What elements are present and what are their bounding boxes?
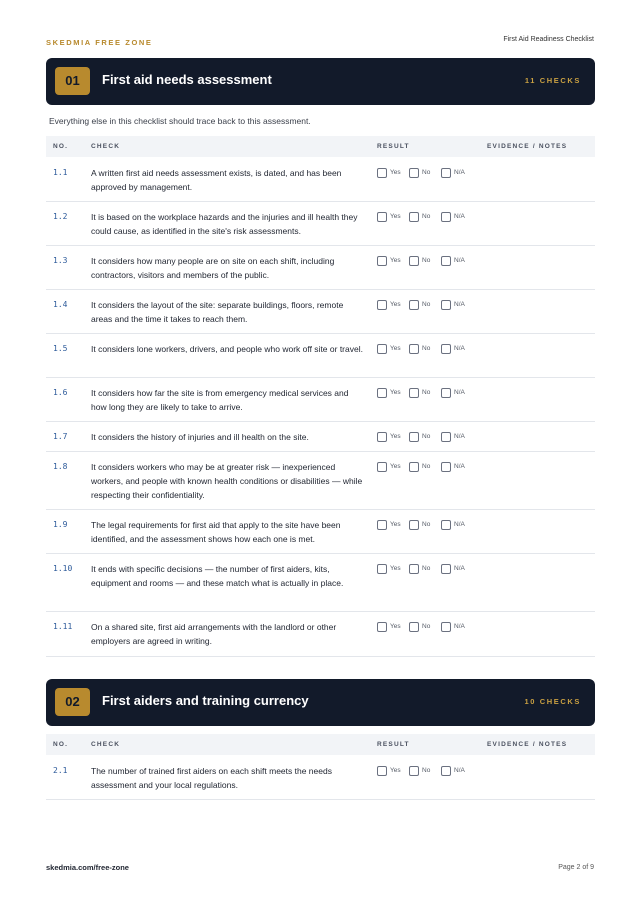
table-row (46, 158, 595, 202)
evidence-notes-cell[interactable] (487, 514, 591, 550)
table-row (46, 612, 595, 657)
checkbox-label-yes: Yes (390, 767, 401, 774)
checkbox-label-yes: Yes (390, 213, 401, 220)
checkbox-no[interactable] (409, 212, 419, 222)
section-check-count: 11 CHECKS (524, 76, 581, 85)
check-number: 1.7 (53, 432, 68, 441)
checkbox-na[interactable] (441, 344, 451, 354)
checkbox-no[interactable] (409, 766, 419, 776)
checkbox-label-no: No (422, 565, 431, 572)
evidence-notes-cell[interactable] (487, 294, 591, 330)
result-options (377, 432, 477, 444)
checkbox-yes[interactable] (377, 564, 387, 574)
section-title: First aiders and training currency (102, 693, 309, 708)
checkbox-na[interactable] (441, 388, 451, 398)
checkbox-na[interactable] (441, 168, 451, 178)
checkbox-label-yes: Yes (390, 623, 401, 630)
checkbox-label-no: No (422, 345, 431, 352)
evidence-notes-cell[interactable] (487, 456, 591, 506)
check-text: On a shared site, first aid arrangements with the landlord or other employers are agreed in writing. (91, 622, 337, 646)
evidence-notes-cell[interactable] (487, 760, 591, 796)
checkbox-label-no: No (422, 257, 431, 264)
checkbox-label-yes: Yes (390, 301, 401, 308)
check-number: 1.11 (53, 622, 73, 631)
checkbox-yes[interactable] (377, 168, 387, 178)
checkbox-na[interactable] (441, 766, 451, 776)
table-row (46, 510, 595, 554)
column-header-evidence: EVIDENCE / NOTES (487, 143, 568, 150)
table-header (46, 734, 595, 755)
check-text: It considers how far the site is from emergency medical services and how long they are likely to take to arrive. (91, 388, 349, 412)
check-text: It is based on the workplace hazards and the injuries and ill health they could cause, as identified in the site's risk assessments. (91, 212, 358, 236)
checkbox-na[interactable] (441, 622, 451, 632)
check-text: It considers how many people are on site on each shift, including contractors, visitors and members of the public. (91, 256, 335, 280)
checkbox-na[interactable] (441, 462, 451, 472)
section-title: First aid needs assessment (102, 72, 272, 87)
checkbox-label-no: No (422, 301, 431, 308)
checkbox-na[interactable] (441, 212, 451, 222)
checkbox-no[interactable] (409, 388, 419, 398)
checkbox-label-na: N/A (454, 213, 465, 220)
table-row (46, 378, 595, 422)
checkbox-label-na: N/A (454, 345, 465, 352)
check-number: 1.8 (53, 462, 68, 471)
evidence-notes-cell[interactable] (487, 382, 591, 418)
checkbox-yes[interactable] (377, 344, 387, 354)
checkbox-na[interactable] (441, 256, 451, 266)
checkbox-label-no: No (422, 213, 431, 220)
checkbox-na[interactable] (441, 520, 451, 530)
section-check-count: 10 CHECKS (524, 697, 581, 706)
column-header-result: RESULT (377, 143, 410, 150)
checkbox-label-na: N/A (454, 389, 465, 396)
checkbox-yes[interactable] (377, 766, 387, 776)
checkbox-label-no: No (422, 623, 431, 630)
result-options (377, 622, 477, 634)
check-number: 1.4 (53, 300, 68, 309)
checkbox-label-no: No (422, 521, 431, 528)
check-text: It considers the layout of the site: separate buildings, floors, remote areas and the time it takes to reach them. (91, 300, 344, 324)
check-number: 1.2 (53, 212, 68, 221)
check-text: It considers lone workers, drivers, and people who work off site or travel. (91, 344, 363, 354)
checkbox-no[interactable] (409, 462, 419, 472)
check-text: It considers the history of injuries and ill health on the site. (91, 432, 309, 442)
checkbox-label-no: No (422, 463, 431, 470)
table-row (46, 202, 595, 246)
check-number: 1.3 (53, 256, 68, 265)
check-number: 1.10 (53, 564, 73, 573)
result-options (377, 300, 477, 312)
checkbox-no[interactable] (409, 168, 419, 178)
checkbox-label-yes: Yes (390, 521, 401, 528)
check-text: The number of trained first aiders on each shift meets the needs assessment and your local regulations. (91, 766, 332, 790)
checkbox-label-no: No (422, 433, 431, 440)
result-options (377, 256, 477, 268)
table-row (46, 334, 595, 378)
evidence-notes-cell[interactable] (487, 206, 591, 242)
brand-name: SKEDMIA FREE ZONE (46, 38, 153, 47)
checkbox-label-yes: Yes (390, 463, 401, 470)
result-options (377, 766, 477, 778)
table-row (46, 554, 595, 612)
footer-url: skedmia.com/free-zone (46, 863, 129, 872)
section-number: 02 (55, 688, 90, 716)
checkbox-yes[interactable] (377, 300, 387, 310)
evidence-notes-cell[interactable] (487, 426, 591, 448)
checkbox-no[interactable] (409, 520, 419, 530)
table-row (46, 422, 595, 452)
section-header-2 (46, 679, 595, 726)
checkbox-label-na: N/A (454, 521, 465, 528)
checkbox-na[interactable] (441, 432, 451, 442)
checkbox-yes[interactable] (377, 622, 387, 632)
checkbox-label-na: N/A (454, 169, 465, 176)
table-row (46, 452, 595, 510)
checkbox-no[interactable] (409, 432, 419, 442)
check-number: 1.6 (53, 388, 68, 397)
section-intro: Everything else in this checklist should trace back to this assessment. (49, 116, 311, 126)
checkbox-no[interactable] (409, 300, 419, 310)
section-number: 01 (55, 67, 90, 95)
table-row (46, 246, 595, 290)
checkbox-label-yes: Yes (390, 169, 401, 176)
column-header-result: RESULT (377, 741, 410, 748)
checkbox-label-na: N/A (454, 257, 465, 264)
evidence-notes-cell[interactable] (487, 338, 591, 374)
checkbox-label-na: N/A (454, 433, 465, 440)
checkbox-label-yes: Yes (390, 345, 401, 352)
checkbox-no[interactable] (409, 564, 419, 574)
checkbox-yes[interactable] (377, 432, 387, 442)
column-header-check: CHECK (91, 741, 121, 748)
checkbox-yes[interactable] (377, 256, 387, 266)
checkbox-label-na: N/A (454, 767, 465, 774)
evidence-notes-cell[interactable] (487, 616, 591, 653)
result-options (377, 212, 477, 224)
checkbox-yes[interactable] (377, 388, 387, 398)
checkbox-label-yes: Yes (390, 565, 401, 572)
checkbox-label-no: No (422, 767, 431, 774)
evidence-notes-cell[interactable] (487, 162, 591, 198)
checkbox-no[interactable] (409, 256, 419, 266)
check-number: 1.1 (53, 168, 68, 177)
checkbox-label-na: N/A (454, 565, 465, 572)
check-number: 2.1 (53, 766, 68, 775)
column-header-evidence: EVIDENCE / NOTES (487, 741, 568, 748)
page-number: Page 2 of 9 (558, 864, 594, 871)
checkbox-yes[interactable] (377, 520, 387, 530)
table-row (46, 756, 595, 800)
checkbox-na[interactable] (441, 300, 451, 310)
checkbox-label-yes: Yes (390, 389, 401, 396)
section-header-1 (46, 58, 595, 105)
check-text: The legal requirements for first aid that apply to the site have been identified, and the assessment shows how each one is met. (91, 520, 341, 544)
checkbox-no[interactable] (409, 622, 419, 632)
document-title: First Aid Readiness Checklist (503, 36, 594, 43)
checkbox-label-no: No (422, 169, 431, 176)
column-header-no: NO. (53, 741, 69, 748)
page-header (46, 36, 594, 48)
checkbox-na[interactable] (441, 564, 451, 574)
check-text: It considers workers who may be at greater risk — inexperienced workers, and people with known health conditions or disabilities — while respecting their confidentiality. (91, 462, 363, 500)
check-number: 1.5 (53, 344, 68, 353)
checkbox-yes[interactable] (377, 212, 387, 222)
table-header (46, 136, 595, 157)
checkbox-label-na: N/A (454, 623, 465, 630)
check-number: 1.9 (53, 520, 68, 529)
checkbox-yes[interactable] (377, 462, 387, 472)
result-options (377, 388, 477, 400)
result-options (377, 168, 477, 180)
checkbox-label-na: N/A (454, 463, 465, 470)
evidence-notes-cell[interactable] (487, 250, 591, 286)
column-header-no: NO. (53, 143, 69, 150)
checkbox-label-yes: Yes (390, 433, 401, 440)
checkbox-label-yes: Yes (390, 257, 401, 264)
checkbox-label-no: No (422, 389, 431, 396)
column-header-check: CHECK (91, 143, 121, 150)
table-row (46, 290, 595, 334)
checkbox-no[interactable] (409, 344, 419, 354)
result-options (377, 344, 477, 356)
result-options (377, 520, 477, 532)
evidence-notes-cell[interactable] (487, 558, 591, 608)
check-text: A written first aid needs assessment exists, is dated, and has been approved by management. (91, 168, 342, 192)
check-text: It ends with specific decisions — the number of first aiders, kits, equipment and rooms — and these match what is actually in place. (91, 564, 344, 588)
result-options (377, 462, 477, 474)
checkbox-label-na: N/A (454, 301, 465, 308)
result-options (377, 564, 477, 576)
